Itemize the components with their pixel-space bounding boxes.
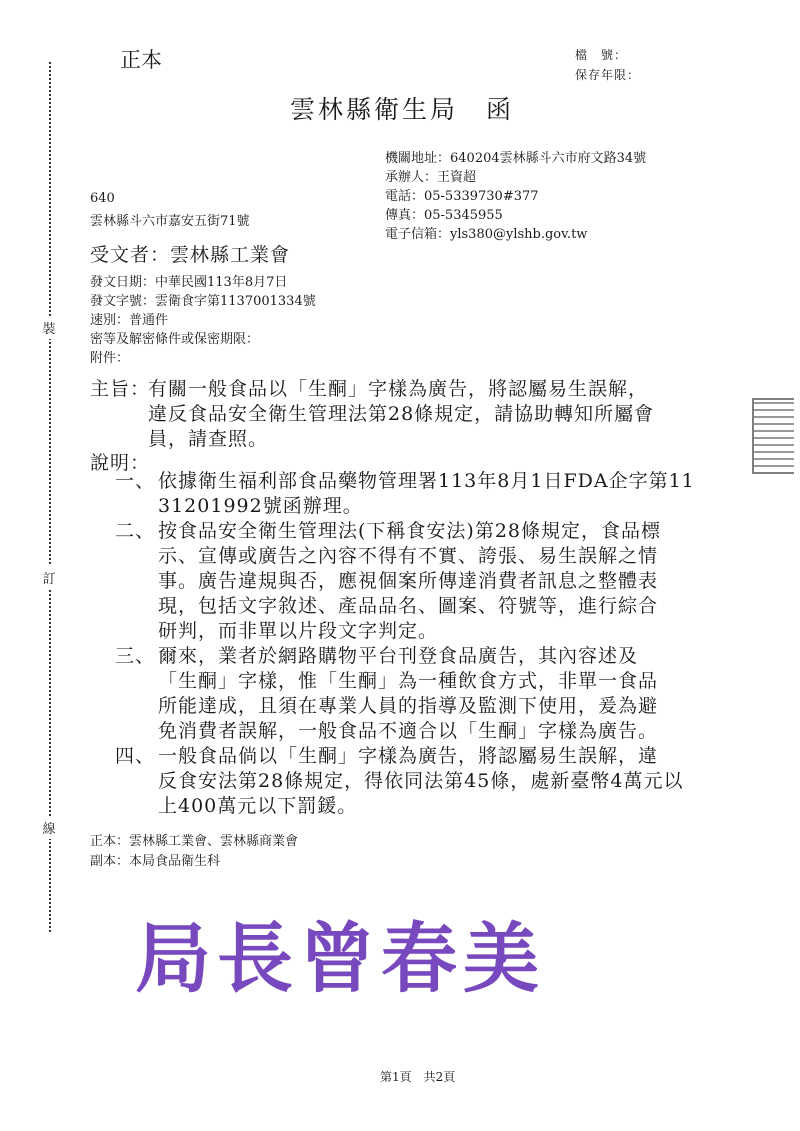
- page-number: 第1頁 共2頁: [380, 1070, 456, 1084]
- item-line: 爾來，業者於網路購物平台刊登食品廣告，其內容述及: [158, 645, 639, 667]
- issue-number: 發文字號：雲衛食字第1137001334號: [90, 294, 316, 309]
- binding-line: [49, 62, 51, 932]
- item-line: 研判，而非單以片段文字判定。: [158, 620, 439, 642]
- item-line: 免消費者誤解，一般食品不適合以「生酮」字樣為廣告。: [158, 720, 659, 742]
- item-line: 依據衛生福利部食品藥物管理署113年8月1日FDA企字第11: [158, 470, 695, 492]
- item-line: 示、宣傳或廣告之內容不得有不實、誇張、易生誤解之情: [158, 545, 659, 567]
- item-number: 一、: [115, 470, 156, 492]
- retention-label: 保存年限：: [575, 68, 641, 82]
- sender-phone: 電話：05-5339730#377: [385, 189, 539, 204]
- item-line: 31201992號函辦理。: [158, 495, 363, 517]
- item-line: 「生酮」字樣，惟「生酮」為一種飲食方式，非單一食品: [158, 670, 659, 692]
- recipient: 受文者：雲林縣工業會: [90, 244, 291, 266]
- sender-fax: 傳真：05-5345955: [385, 208, 503, 223]
- director-signature-stamp: 局長曾春美: [135, 914, 545, 1003]
- binding-mark-xian: 線: [41, 816, 57, 839]
- recipient-postcode: 640: [90, 191, 115, 206]
- item-line: 上400萬元以下罰鍰。: [158, 795, 358, 817]
- item-line: 一般食品倘以「生酮」字樣為廣告，將認屬易生誤解，違: [158, 745, 659, 767]
- item-line: 所能達成，且須在專業人員的指導及監測下使用，爰為避: [158, 695, 659, 717]
- recipient-street: 雲林縣斗六市嘉安五街71號: [90, 214, 250, 229]
- issue-date: 發文日期：中華民國113年8月7日: [90, 275, 288, 290]
- attachment: 附件：: [90, 351, 130, 366]
- copy-label: 正本: [120, 48, 162, 72]
- item-line: 現，包括文字敘述、產品品名、圖案、符號等，進行綜合: [158, 595, 659, 617]
- item-number: 四、: [115, 745, 156, 767]
- security-level: 密等及解密條件或保密期限：: [90, 332, 260, 347]
- item-line: 事。廣告違規與否，應視個案所傳達消費者訊息之整體表: [158, 570, 659, 592]
- explanation-label: 說明：: [90, 452, 151, 474]
- sender-handler: 承辦人：王資超: [385, 170, 477, 185]
- document-title: 雲林縣衛生局 函: [290, 95, 515, 124]
- official-seal-fragment: [752, 398, 794, 474]
- original-recipients: 正本：雲林縣工業會、雲林縣商業會: [90, 834, 299, 849]
- subject-line: 有關一般食品以「生酮」字樣為廣告，將認屬易生誤解，: [148, 378, 649, 400]
- subject-label: 主旨：: [90, 378, 151, 400]
- file-number-label: 檔 號：: [575, 48, 628, 62]
- item-number: 二、: [115, 520, 156, 542]
- sender-email: 電子信箱：yls380@ylshb.gov.tw: [385, 227, 588, 242]
- binding-mark-zhuang: 裝: [41, 316, 57, 339]
- binding-mark-ding: 訂: [41, 566, 57, 589]
- item-line: 反食安法第28條規定，得依同法第45條，處新臺幣4萬元以: [158, 770, 684, 792]
- duplicate-recipients: 副本：本局食品衛生科: [90, 854, 221, 869]
- delivery-speed: 速別：普通件: [90, 313, 169, 328]
- item-number: 三、: [115, 645, 156, 667]
- subject-line: 員，請查照。: [148, 428, 269, 450]
- item-line: 按食品安全衛生管理法(下稱食安法)第28條規定，食品標: [158, 520, 662, 542]
- sender-address: 機關地址：640204雲林縣斗六市府文路34號: [385, 151, 647, 166]
- subject-line: 違反食品安全衛生管理法第28條規定，請協助轉知所屬會: [148, 403, 655, 425]
